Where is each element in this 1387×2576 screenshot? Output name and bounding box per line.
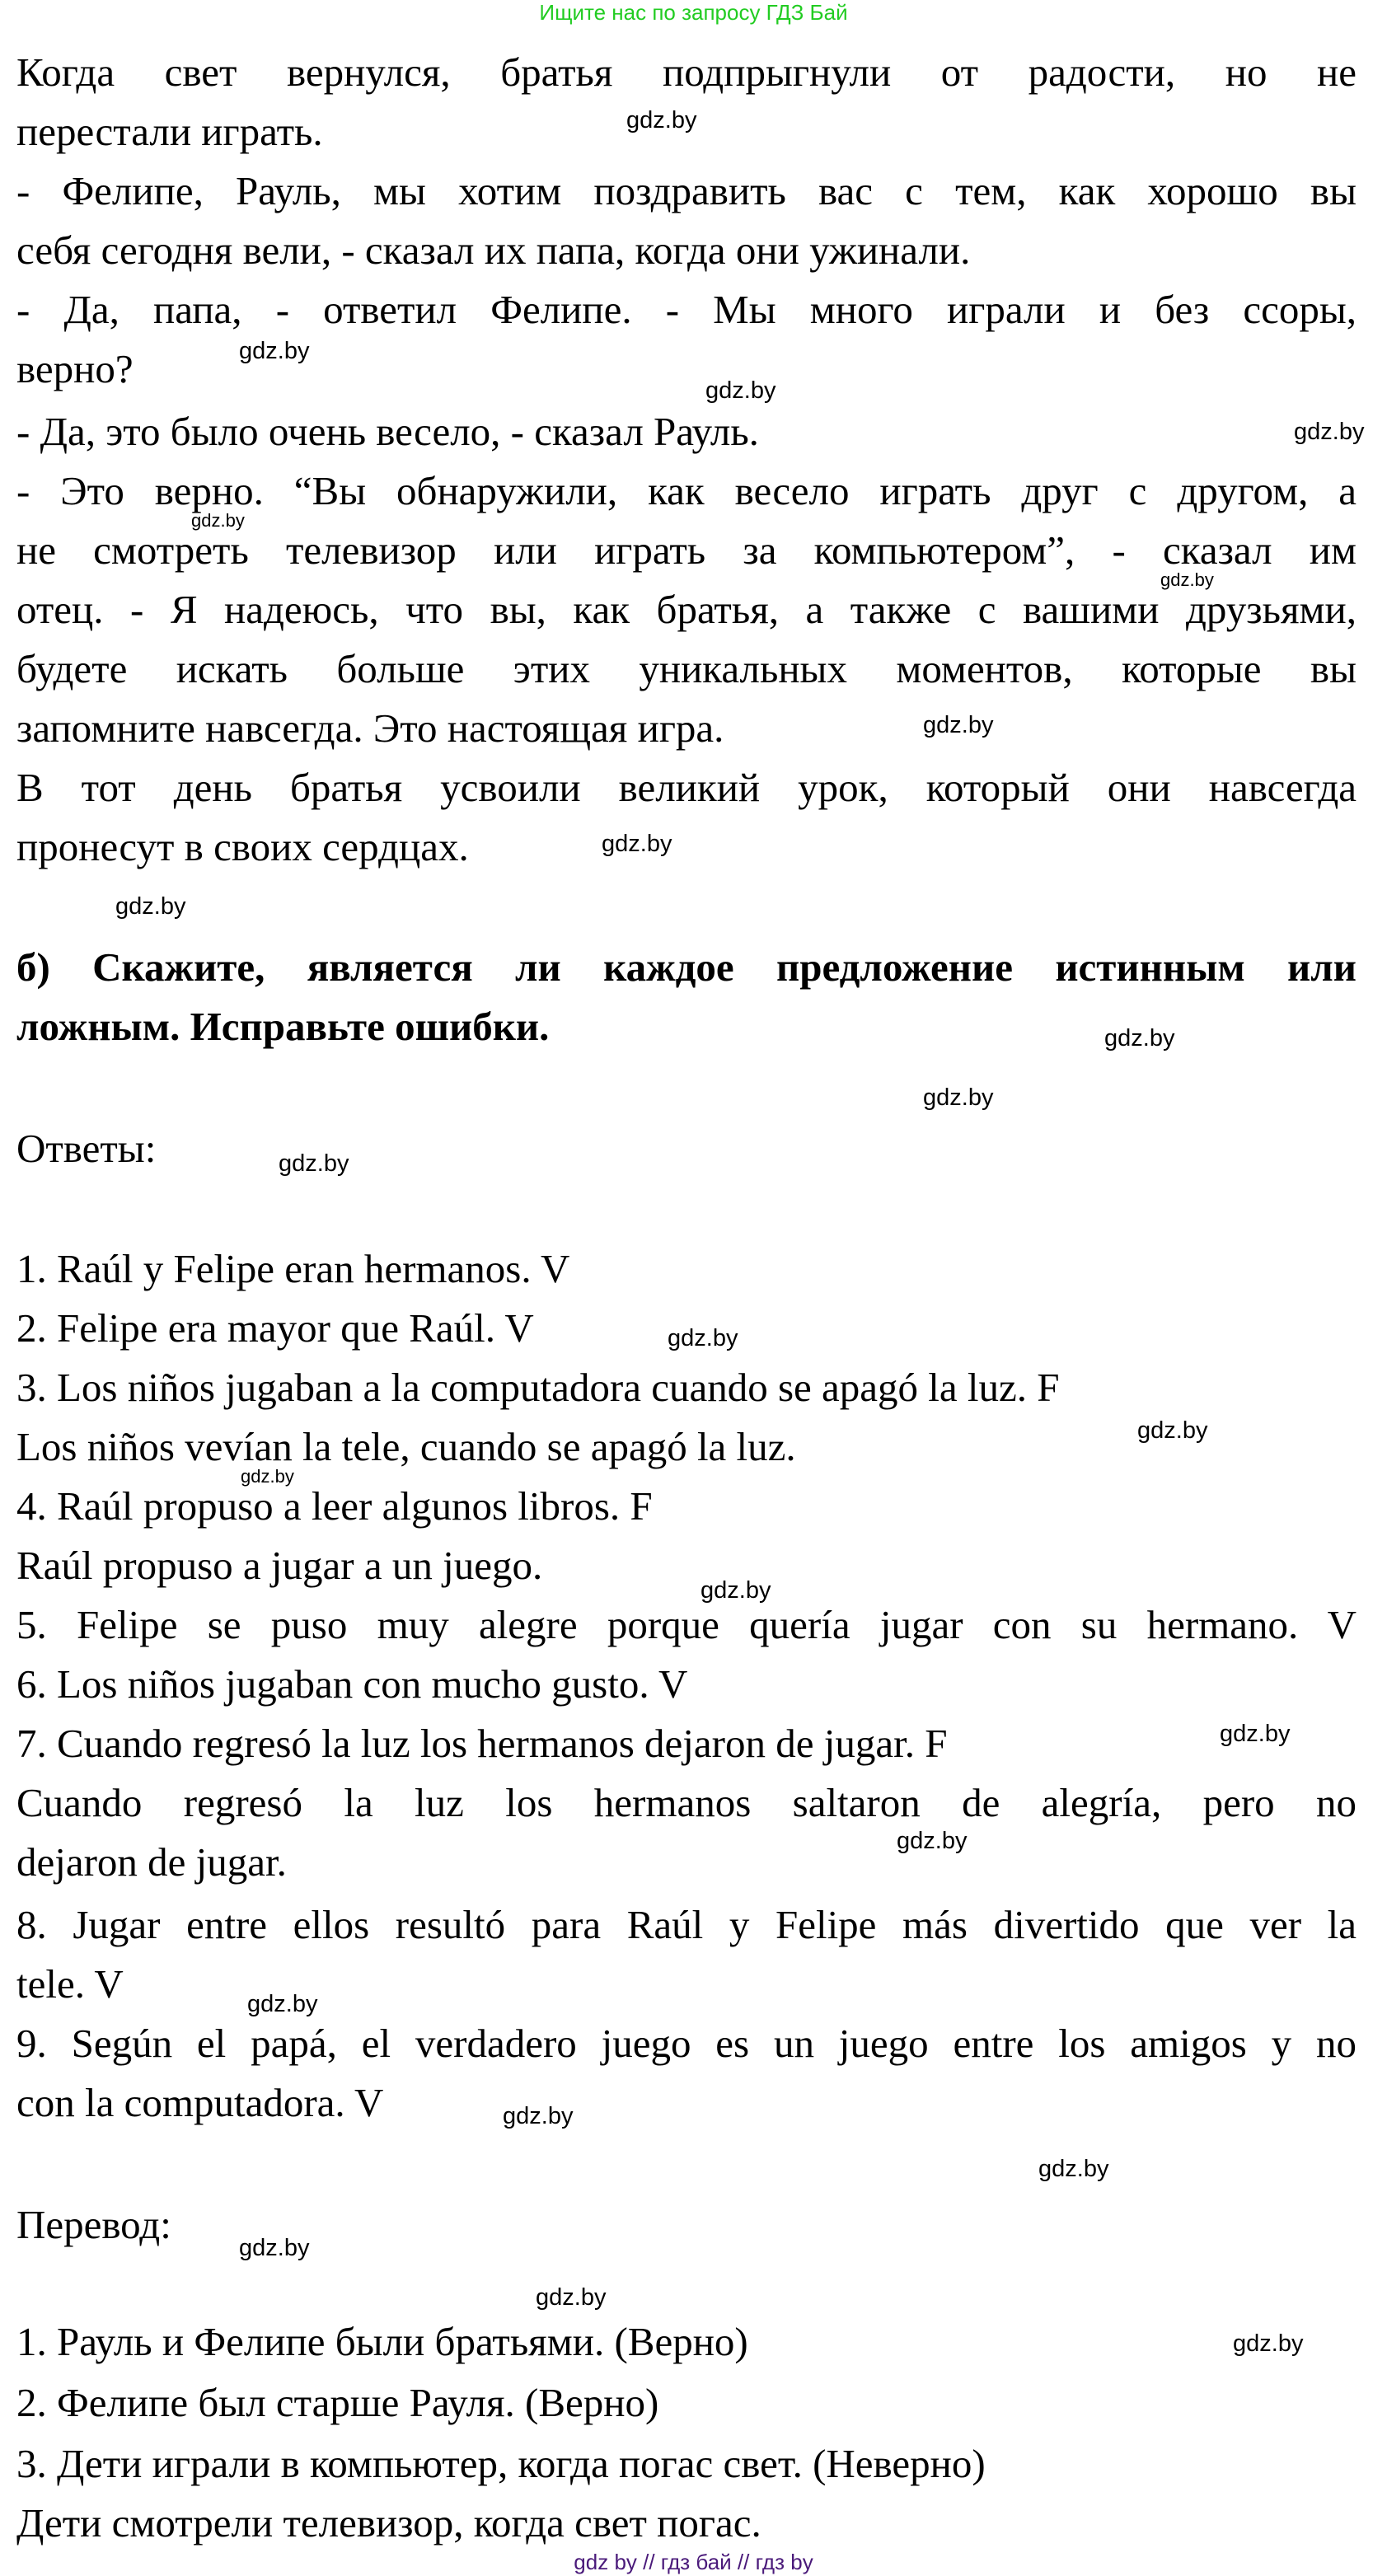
watermark: gdz.by: [115, 893, 186, 920]
story-line: не смотреть телевизор или играть за компьютером”, - сказал им: [16, 527, 1357, 573]
search-banner[interactable]: Ищите нас по запросу ГДЗ Бай: [539, 0, 848, 25]
watermark: gdz.by: [503, 2103, 574, 2129]
answer-line: 9. Según el papá, el verdadero juego es un juego entre los amigos y no: [16, 2021, 1357, 2066]
answer-line: 6. Los niños jugaban con mucho gusto. V: [16, 1661, 688, 1707]
story-line: верно?: [16, 346, 134, 391]
answer-line: con la computadora. V: [16, 2080, 384, 2125]
answer-line: 2. Felipe era mayor que Raúl. V: [16, 1305, 534, 1351]
story-line: - Да, это было очень весело, - сказал Рауль.: [16, 409, 759, 454]
answer-line: 8. Jugar entre ellos resultó para Raúl y Felipe más divertido que ver la: [16, 1902, 1357, 1947]
watermark: gdz.by: [668, 1325, 738, 1351]
translation-line: 3. Дети играли в компьютер, когда погас свет. (Неверно): [16, 2441, 986, 2486]
watermark: gdz.by: [923, 712, 994, 738]
answer-line: 3. Los niños jugaban a la computadora cuando se apagó la luz. F: [16, 1365, 1060, 1410]
translation-line: 1. Рауль и Фелипе были братьями. (Верно): [16, 2319, 748, 2364]
story-line: будете искать больше этих уникальных моментов, которые вы: [16, 646, 1357, 691]
answer-line: 1. Raúl y Felipe eran hermanos. V: [16, 1246, 570, 1291]
watermark: gdz.by: [1038, 2156, 1109, 2182]
story-line: В тот день братья усвоили великий урок, который они навсегда: [16, 765, 1357, 810]
footer-links[interactable]: gdz by // гдз бай // гдз by: [574, 2550, 813, 2574]
story-line: пронесут в своих сердцах.: [16, 824, 469, 869]
watermark: gdz.by: [923, 1084, 994, 1111]
watermark: gdz.by: [602, 831, 672, 857]
story-line: - Фелипе, Рауль, мы хотим поздравить вас с тем, как хорошо вы: [16, 168, 1357, 213]
answer-line: dejaron de jugar.: [16, 1839, 287, 1885]
watermark: gdz.by: [1104, 1025, 1175, 1051]
watermark: gdz.by: [705, 377, 776, 404]
task-heading: ложным. Исправьте ошибки.: [16, 1004, 550, 1049]
watermark: gdz.by: [701, 1577, 771, 1604]
story-line: запомните навсегда. Это настоящая игра.: [16, 705, 724, 751]
watermark: gdz.by: [247, 1991, 318, 2017]
watermark: gdz.by: [1294, 419, 1365, 445]
watermark: gdz.by: [239, 338, 310, 364]
watermark: gdz.by: [1220, 1721, 1291, 1747]
story-line: - Да, папа, - ответил Фелипе. - Мы много играли и без ссоры,: [16, 287, 1357, 332]
watermark: gdz.by: [241, 1466, 294, 1487]
answer-line: 4. Raúl propuso a leer algunos libros. F: [16, 1483, 653, 1529]
story-line: - Это верно. “Вы обнаружили, как весело играть друг с другом, а: [16, 468, 1357, 513]
translation-label: Перевод:: [16, 2202, 171, 2247]
translation-line: 2. Фелипе был старше Рауля. (Верно): [16, 2380, 659, 2425]
watermark: gdz.by: [1233, 2330, 1304, 2357]
watermark: gdz.by: [279, 1150, 349, 1177]
answer-line: Raúl propuso a jugar a un juego.: [16, 1543, 543, 1588]
watermark: gdz.by: [1137, 1417, 1208, 1444]
answer-line: 5. Felipe se puso muy alegre porque quería jugar con su hermano. V: [16, 1602, 1357, 1647]
watermark: gdz.by: [897, 1828, 968, 1854]
answers-label: Ответы:: [16, 1126, 157, 1171]
watermark: gdz.by: [1160, 569, 1214, 590]
watermark: gdz.by: [239, 2235, 310, 2261]
answer-line: Los niños vevían la tele, cuando se apagó la luz.: [16, 1424, 796, 1469]
translation-line: Дети смотрели телевизор, когда свет погас.: [16, 2500, 761, 2546]
watermark: gdz.by: [626, 107, 697, 133]
story-line: перестали играть.: [16, 109, 323, 154]
watermark: gdz.by: [536, 2284, 607, 2311]
story-line: Когда свет вернулся, братья подпрыгнули от радости, но не: [16, 49, 1357, 95]
answer-line: Cuando regresó la luz los hermanos saltaron de alegría, pero no: [16, 1780, 1357, 1825]
story-line: себя сегодня вели, - сказал их папа, когда они ужинали.: [16, 227, 971, 273]
watermark: gdz.by: [191, 510, 245, 531]
story-line: отец. - Я надеюсь, что вы, как братья, а также с вашими друзьями,: [16, 587, 1357, 632]
answer-line: tele. V: [16, 1961, 124, 2007]
answer-line: 7. Cuando regresó la luz los hermanos dejaron de jugar. F: [16, 1721, 948, 1766]
task-heading: б) Скажите, является ли каждое предложение истинным или: [16, 944, 1357, 990]
